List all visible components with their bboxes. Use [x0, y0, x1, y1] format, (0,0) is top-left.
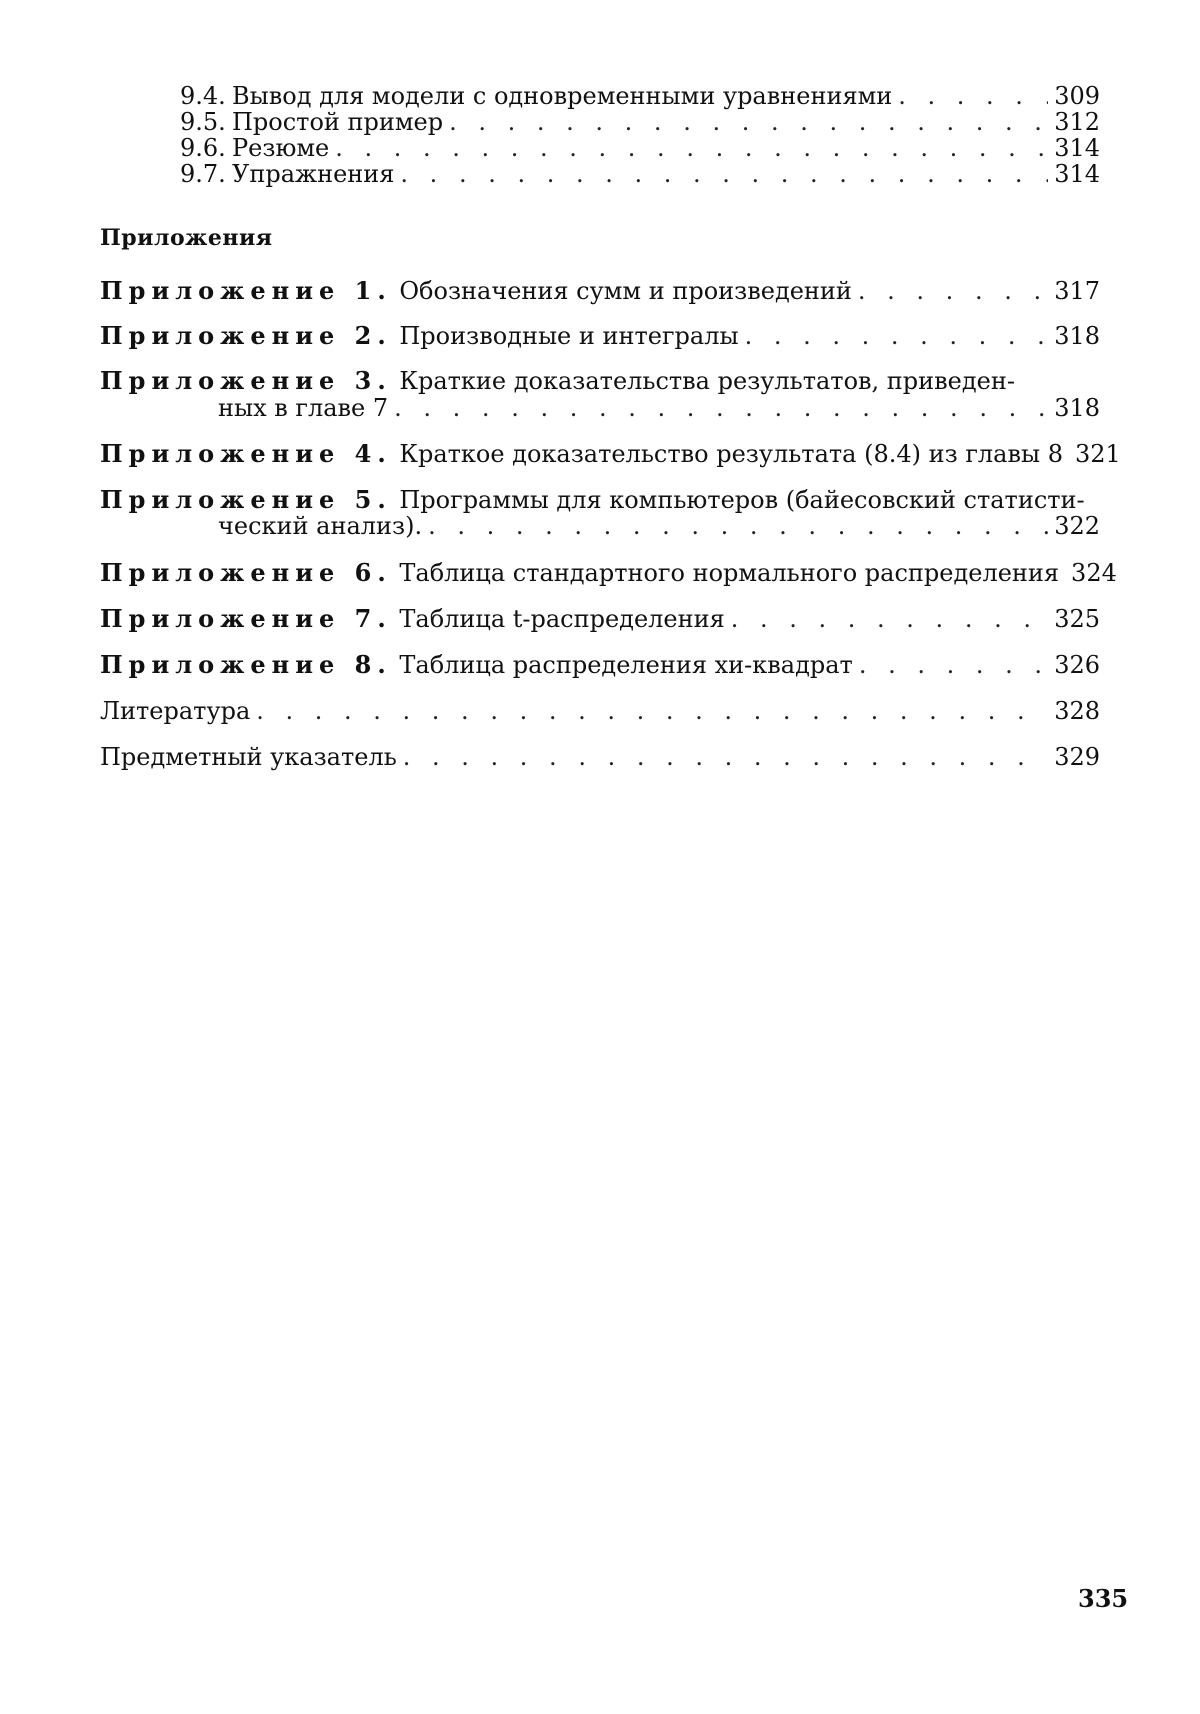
toc-entry-9-4 — [180, 82, 1100, 110]
appendix-title-continued: ческий анализ). — [218, 512, 423, 540]
appendix-label: Приложение 3. — [100, 366, 392, 395]
appendix-label: Приложение 5. — [100, 485, 392, 514]
dot-leader — [335, 134, 1048, 162]
toc-entry-number: 9.5. — [180, 108, 226, 136]
toc-entry-page: 317 — [1054, 277, 1100, 305]
dot-leader — [428, 512, 1048, 540]
toc-entry-page: 318 — [1054, 394, 1100, 422]
toc-entry-page: 322 — [1054, 512, 1100, 540]
toc-entry-9-7 — [180, 160, 1100, 188]
appendix-label: Приложение 8. — [100, 650, 392, 679]
toc-appendix-4 — [100, 439, 1121, 468]
appendix-title: Таблица t-распределения — [399, 605, 725, 633]
toc-subject-index — [100, 743, 1100, 771]
toc-entry-title: Упражнения — [232, 160, 395, 188]
appendix-label: Приложение 7. — [100, 604, 392, 633]
toc-entry-page: 328 — [1054, 697, 1100, 725]
toc-entry-page: 325 — [1054, 605, 1100, 633]
toc-entry-title: Простой пример — [232, 108, 444, 136]
dot-leader — [745, 322, 1049, 350]
toc-appendix-6 — [100, 558, 1117, 587]
toc-entry-title: Литература — [100, 697, 251, 725]
toc-appendix-3-line1 — [100, 367, 1100, 395]
toc-appendix-3-line2 — [218, 394, 1100, 422]
toc-entry-title: Предметный указатель — [100, 743, 397, 771]
toc-appendix-1 — [100, 277, 1100, 305]
toc-entry-9-5 — [180, 108, 1100, 136]
toc-appendix-5-line2 — [218, 512, 1100, 540]
toc-entry-page: 314 — [1054, 134, 1100, 162]
appendix-title: Программы для компьютеров (байесовский статисти- — [399, 486, 1085, 514]
toc-entry-page: 321 — [1074, 440, 1121, 468]
toc-entry-page: 314 — [1054, 160, 1100, 188]
appendix-label: Приложение 1. — [100, 276, 392, 305]
dot-leader — [731, 605, 1048, 633]
appendix-label: Приложение 4. — [100, 439, 392, 468]
appendix-title: Краткое доказательство результата (8.4) из главы 8 — [399, 440, 1063, 468]
toc-appendix-5-line1 — [100, 486, 1100, 514]
appendix-title: Таблица распределения хи-квадрат — [399, 651, 853, 679]
dot-leader — [403, 743, 1048, 771]
page-number: 335 — [1078, 1584, 1129, 1613]
toc-entry-title: Вывод для модели с одновременными уравнениями — [232, 82, 893, 110]
toc-entry-9-6 — [180, 134, 1100, 162]
toc-appendix-7 — [100, 605, 1100, 633]
dot-leader — [858, 277, 1048, 305]
appendix-label: Приложение 6. — [100, 558, 392, 587]
appendix-label: Приложение 2. — [100, 321, 392, 350]
appendix-title: Обозначения сумм и произведений — [399, 277, 852, 305]
toc-entry-page: 324 — [1071, 559, 1117, 587]
toc-entry-number: 9.7. — [180, 160, 226, 188]
toc-entry-title: Резюме — [232, 134, 330, 162]
appendices-heading: Приложения — [100, 225, 273, 251]
toc-appendix-2 — [100, 322, 1100, 350]
appendix-title-continued: ных в главе 7 — [218, 394, 389, 422]
toc-entry-page: 318 — [1054, 322, 1100, 350]
appendix-title: Краткие доказательства результатов, приведен- — [399, 367, 1015, 395]
dot-leader — [859, 651, 1048, 679]
appendix-title: Таблица стандартного нормального распределения — [399, 559, 1060, 587]
toc-appendix-8 — [100, 651, 1100, 679]
toc-literature — [100, 697, 1100, 725]
appendix-title: Производные и интегралы — [399, 322, 739, 350]
toc-entry-number: 9.6. — [180, 134, 226, 162]
toc-entry-page: 312 — [1054, 108, 1100, 136]
dot-leader — [394, 394, 1048, 422]
dot-leader — [256, 697, 1048, 725]
toc-entry-page: 329 — [1054, 743, 1100, 771]
toc-entry-page: 309 — [1054, 82, 1100, 110]
toc-entry-number: 9.4. — [180, 82, 226, 110]
dot-leader — [400, 160, 1048, 188]
toc-entry-page: 326 — [1054, 651, 1100, 679]
dot-leader — [449, 108, 1048, 136]
dot-leader — [898, 82, 1048, 110]
